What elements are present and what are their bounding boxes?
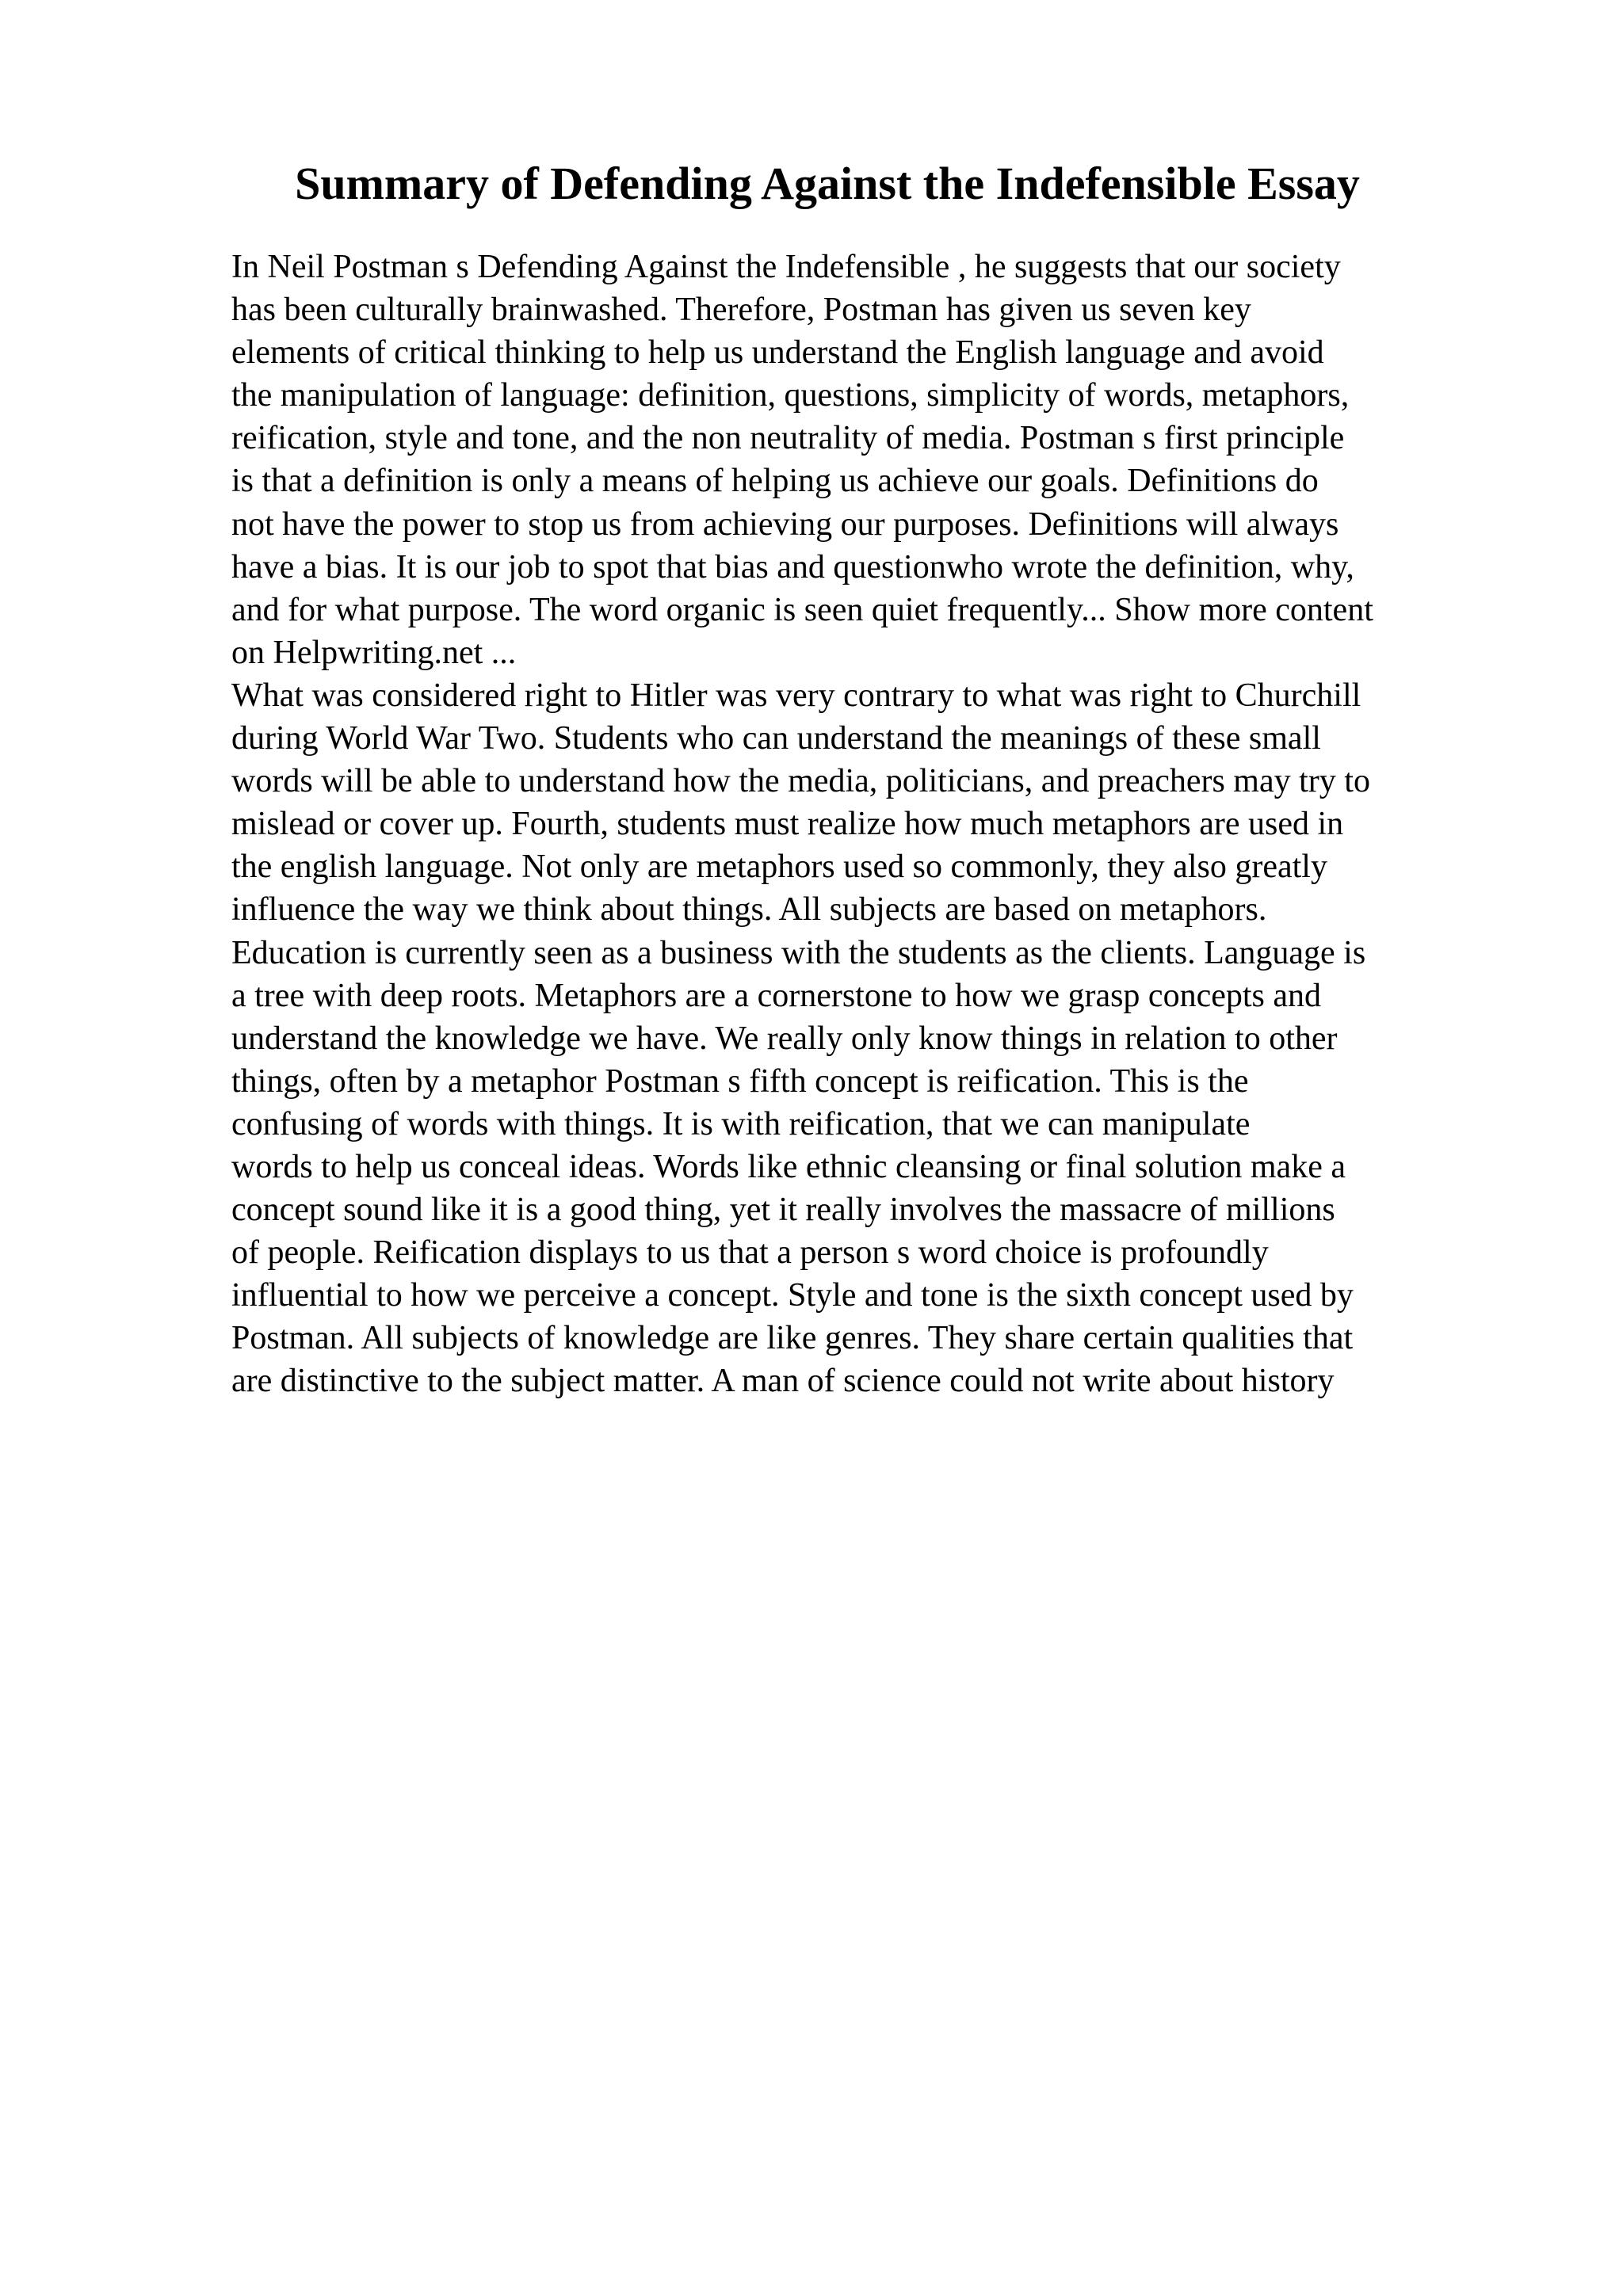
- text-line: things, often by a metaphor Postman s fifth concept is reification. This is the: [231, 1062, 1249, 1100]
- text-line: influence the way we think about things. All subjects are based on metaphors.: [231, 891, 1267, 929]
- text-line: words will be able to understand how the media, politicians, and preachers may try to: [231, 763, 1370, 800]
- text-line: during World War Two. Students who can understand the meanings of these small: [231, 720, 1321, 757]
- text-line: words to help us conceal ideas. Words like ethnic cleansing or final solution make a: [231, 1148, 1346, 1185]
- text-line: Education is currently seen as a business with the students as the clients. Language is: [231, 934, 1366, 971]
- text-line: on Helpwriting.net ...: [231, 634, 517, 671]
- text-line: are distinctive to the subject matter. A man of science could not write about history: [231, 1363, 1335, 1400]
- text-line: confusing of words with things. It is with reification, that we can manipulate: [231, 1105, 1251, 1142]
- text-line: is that a definition is only a means of helping us achieve our goals. Definitions do: [231, 463, 1319, 500]
- text-line: What was considered right to Hitler was very contrary to what was right to Churchill: [231, 677, 1361, 714]
- text-line: have a bias. It is our job to spot that bias and questionwho wrote the definition, why,: [231, 548, 1354, 585]
- text-line: the english language. Not only are metaphors used so commonly, they also greatly: [231, 849, 1327, 886]
- text-line: elements of critical thinking to help us understand the English language and avoid: [231, 334, 1324, 372]
- text-line: reification, style and tone, and the non neutrality of media. Postman s first principle: [231, 420, 1345, 457]
- text-line: of people. Reification displays to us that a person s word choice is profoundly: [231, 1234, 1269, 1272]
- text-line: a tree with deep roots. Metaphors are a cornerstone to how we grasp concepts and: [231, 977, 1322, 1014]
- text-line: influential to how we perceive a concept. Style and tone is the sixth concept used by: [231, 1277, 1354, 1314]
- text-line: and for what purpose. The word organic is seen quiet frequently... Show more content: [231, 591, 1373, 628]
- text-line: understand the knowledge we have. We really only know things in relation to other: [231, 1020, 1338, 1057]
- text-line: concept sound like it is a good thing, yet it really involves the massacre of millions: [231, 1192, 1335, 1229]
- text-line: the manipulation of language: definition, questions, simplicity of words, metaphors,: [231, 377, 1350, 414]
- text-line: not have the power to stop us from achieving our purposes. Definitions will always: [231, 505, 1339, 543]
- text-line: mislead or cover up. Fourth, students must realize how much metaphors are used in: [231, 806, 1344, 843]
- essay-body: [231, 246, 1579, 1403]
- page-title: Summary of Defending Against the Indefensible Essay: [295, 158, 1360, 209]
- text-line: Postman. All subjects of knowledge are like genres. They share certain qualities that: [231, 1320, 1354, 1357]
- text-line: has been culturally brainwashed. Therefore, Postman has given us seven key: [231, 292, 1251, 329]
- text-line: In Neil Postman s Defending Against the Indefensible , he suggests that our society: [231, 249, 1341, 285]
